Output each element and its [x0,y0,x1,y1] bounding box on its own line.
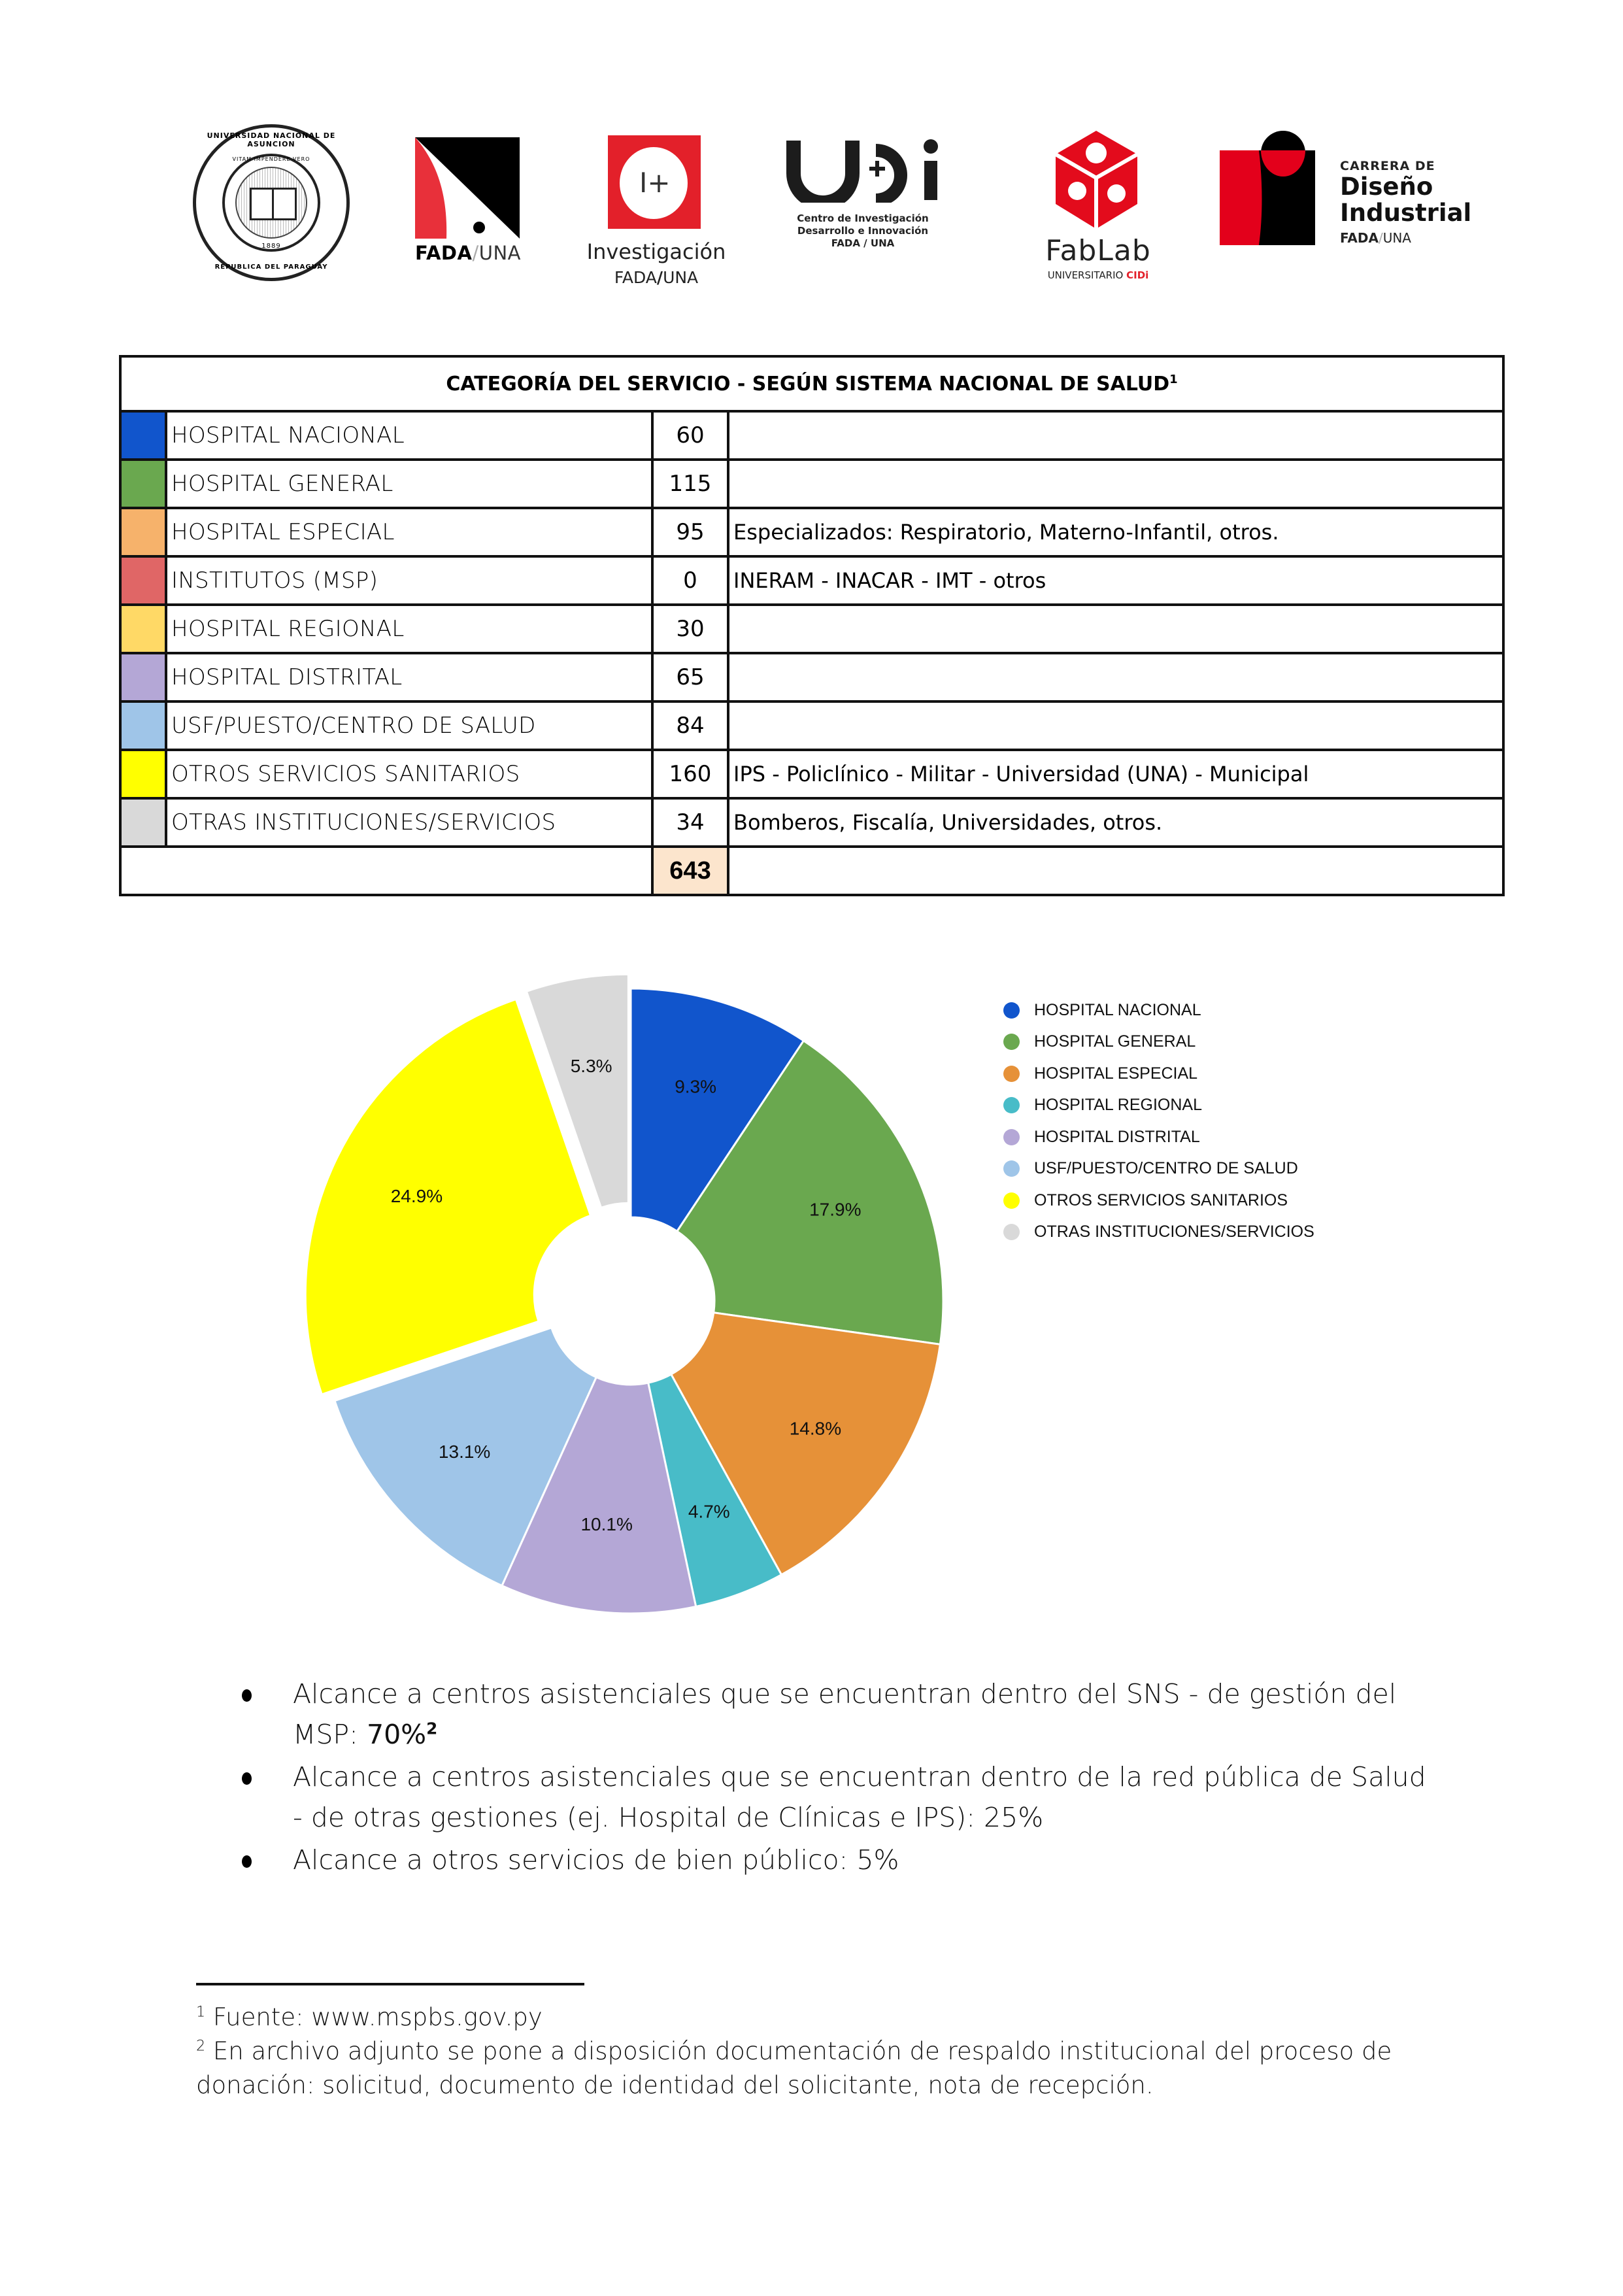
bullet-text: Alcance a centros asistenciales que se encuentran dentro del SNS - de gestión del MSP: [293,1678,1397,1750]
legend-dot-icon [1003,1192,1020,1209]
legend-dot-icon [1003,1034,1020,1050]
category-count: 30 [652,605,728,653]
table-title-text: CATEGORÍA DEL SERVICIO - SEGÚN SISTEMA NACIONAL DE SALUD [446,372,1170,396]
category-count: 95 [652,508,728,556]
inv-glyph: I+ [639,167,671,199]
category-count: 65 [652,653,728,701]
legend-dot-icon [1003,1002,1020,1019]
legend-item [1003,1121,1314,1153]
footnote-text: En archivo adjunto se pone a disposición documentación de respaldo institucional del proceso de donación: solicitud, documento de identidad del solicitante, nota de recepción. [196,2037,1392,2099]
category-label: HOSPITAL GENERAL [166,460,652,508]
inv-sub-una: UNA [663,268,699,287]
bullet-item [242,1840,1438,1880]
diseno-slash: / [1378,230,1383,246]
bullet-dot-icon [242,1689,252,1702]
legend-item [1003,1058,1314,1090]
color-swatch [120,798,166,847]
fablab-cube-icon [1052,131,1141,229]
slice-label: 17.9% [809,1199,862,1220]
slice-label: 4.7% [688,1501,730,1522]
una-seal-logo [193,124,350,281]
seal-bottom-text: REPUBLICA DEL PARAGUAY [214,263,328,271]
fablab-logo-mark [1052,131,1141,229]
table-row [120,653,1503,701]
total-note [728,847,1503,895]
color-swatch [120,508,166,556]
inv-sub-name: FADA [614,268,657,287]
fablab-sub-plain: UNIVERSITARIO [1047,269,1127,281]
category-label: HOSPITAL REGIONAL [166,605,652,653]
category-label: OTRAS INSTITUCIONES/SERVICIOS [166,798,652,847]
cidi-mark-icon [784,137,941,203]
footnote-number: 1 [196,2003,206,2021]
category-label: OTROS SERVICIOS SANITARIOS [166,750,652,798]
bullet-dot-icon [242,1855,252,1868]
legend-label: OTROS SERVICIOS SANITARIOS [1034,1190,1288,1209]
fada-mark-icon [415,137,520,239]
legend-item [1003,1217,1314,1249]
color-swatch [120,556,166,605]
inv-sub-slash: / [656,268,663,287]
seal-year: 1889 [261,243,281,250]
footnote-ref: 2 [426,1719,438,1738]
category-note: Bomberos, Fiscalía, Universidades, otros. [728,798,1503,847]
fablab-name: FabLab [1045,234,1151,267]
table-row [120,605,1503,653]
slice-label: 10.1% [580,1514,633,1535]
legend-label: OTRAS INSTITUCIONES/SERVICIOS [1034,1223,1314,1241]
diseno-una: UNA [1382,230,1411,246]
category-label: INSTITUTOS (MSP) [166,556,652,605]
diseno-line2: Diseño [1340,173,1433,201]
table-row [120,701,1503,750]
slice-label: 5.3% [570,1056,612,1077]
cidi-logo-mark [784,137,941,203]
category-count: 60 [652,411,728,460]
category-note: INERAM - INACAR - IMT - otros [728,556,1503,605]
color-swatch [120,750,166,798]
legend-item [1003,994,1314,1026]
slice-label: 13.1% [438,1442,491,1462]
legend-dot-icon [1003,1066,1020,1082]
slice-label: 9.3% [675,1076,717,1097]
legend-label: HOSPITAL ESPECIAL [1034,1064,1198,1083]
cidi-line1: Centro de Investigación [797,212,929,224]
bullet-dot-icon [242,1772,252,1785]
cidi-logo-text [784,212,941,250]
fada-logo-mark [415,137,520,239]
category-note [728,653,1503,701]
donut-chart [301,974,954,1628]
fada-name: FADA [415,242,473,264]
category-count: 160 [652,750,728,798]
bullet-item [242,1757,1438,1838]
category-count: 115 [652,460,728,508]
footnote-separator [196,1983,584,1985]
category-note [728,460,1503,508]
investigacion-subtitle [584,268,729,287]
bullet-text: Alcance a centros asistenciales que se encuentran dentro de la red pública de Salud - de otras gestiones (ej. Hospital de Clínicas e IPS): 25% [293,1761,1426,1833]
diseno-line3: Industrial [1340,199,1472,227]
service-category-table [119,355,1505,896]
category-note [728,411,1503,460]
footnote-ref: 1 [1169,372,1178,386]
footnote-item [196,2034,1438,2102]
legend-dot-icon [1003,1224,1020,1240]
fada-logo-text [415,242,521,264]
category-count: 84 [652,701,728,750]
color-swatch [120,605,166,653]
color-swatch [120,460,166,508]
total-count: 643 [652,847,728,895]
legend-dot-icon [1003,1160,1020,1177]
category-label: HOSPITAL DISTRITAL [166,653,652,701]
cidi-line2: Desarrollo e Innovación [797,225,929,237]
color-swatch [120,701,166,750]
legend-label: HOSPITAL REGIONAL [1034,1096,1203,1115]
table-row [120,750,1503,798]
legend-label: HOSPITAL DISTRITAL [1034,1127,1200,1146]
slice-label: 24.9% [390,1185,443,1206]
footnote-number: 2 [196,2037,206,2055]
table-row [120,508,1503,556]
legend-dot-icon [1003,1129,1020,1145]
footnotes [196,2001,1438,2102]
table-row [120,460,1503,508]
bullet-text: Alcance a otros servicios de bien público: 5% [293,1844,899,1876]
fablab-sub-accent: CIDi [1126,269,1149,281]
table-row [120,556,1503,605]
category-label: HOSPITAL NACIONAL [166,411,652,460]
legend-item [1003,1185,1314,1217]
diseno-line1: CARRERA DE [1340,159,1435,173]
seal-motto: VITAM IMPENDERE VERO [232,156,310,162]
category-label: HOSPITAL ESPECIAL [166,508,652,556]
table-row [120,411,1503,460]
fada-slash: / [472,242,479,264]
legend-item [1003,1026,1314,1058]
table-title [120,356,1503,411]
diseno-mark-icon [1220,131,1315,245]
color-swatch [120,653,166,701]
footnote-text: Fuente: www.mspbs.gov.py [205,2003,543,2031]
category-note [728,701,1503,750]
bullet-item [242,1674,1438,1755]
footnote-item [196,2001,1438,2034]
category-note [728,605,1503,653]
reach-bullet-list [242,1674,1438,1882]
chart-legend [1003,994,1314,1248]
bullet-bold-value: 70% [366,1719,427,1750]
diseno-fada-una [1340,230,1411,246]
legend-item [1003,1153,1314,1185]
investigacion-title: Investigación [586,239,726,264]
diseno-fada: FADA [1340,230,1379,246]
category-count: 0 [652,556,728,605]
diseno-line2-3 [1340,174,1471,226]
slice-label: 14.8% [789,1418,842,1439]
total-spacer [120,847,652,895]
diseno-industrial-logo-mark [1220,131,1315,245]
category-count: 34 [652,798,728,847]
investigacion-logo-mark [608,135,701,229]
legend-label: USF/PUESTO/CENTRO DE SALUD [1034,1159,1298,1178]
cidi-line3: FADA / UNA [831,237,895,249]
category-label: USF/PUESTO/CENTRO DE SALUD [166,701,652,750]
seal-top-text: UNIVERSIDAD NACIONAL DE ASUNCION [207,131,336,148]
fablab-subtitle [1033,269,1163,281]
legend-label: HOSPITAL GENERAL [1034,1032,1196,1051]
category-note: IPS - Policlínico - Militar - Universidad (UNA) - Municipal [728,750,1503,798]
category-note: Especializados: Respiratorio, Materno-Infantil, otros. [728,508,1503,556]
legend-label: HOSPITAL NACIONAL [1034,1000,1201,1019]
legend-dot-icon [1003,1097,1020,1113]
table-row [120,798,1503,847]
table-header-row [120,356,1503,411]
color-swatch [120,411,166,460]
fada-una: UNA [478,242,521,264]
book-icon [250,188,297,220]
legend-item [1003,1090,1314,1122]
table-total-row [120,847,1503,895]
